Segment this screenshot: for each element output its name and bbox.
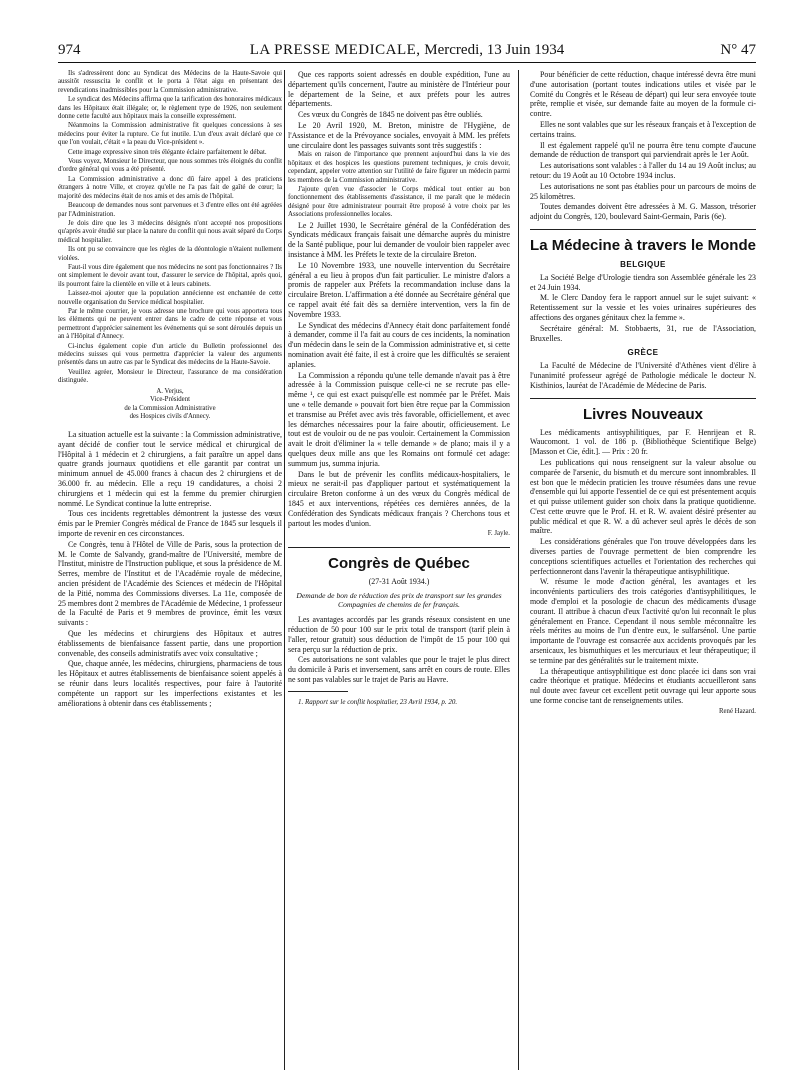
section-title-livres: Livres Nouveaux — [582, 405, 704, 423]
column-2 — [288, 70, 510, 707]
congres-subtitle: Demande de bon de réduction des prix de transport sur les grandes Compagnies de chemins de fer français. — [296, 590, 502, 609]
footnote-rule — [288, 691, 348, 692]
paragraph: La Société Belge d'Urologie tiendra son Assemblée générale les 23 et 24 Juin 1934. — [530, 272, 756, 292]
signature-line: des Hospices civils d'Annecy. — [129, 413, 211, 421]
paragraph: Faut-il vous dire également que nos médecins ne sont pas fonctionnaires ? Ils ont simplement le devoir avant tout, d'assurer le service de l'hôpital, après quoi, ils pourront faire la clientèle en ville et à leurs cabinets. — [58, 263, 282, 288]
paragraph: Le 10 Novembre 1933, une nouvelle intervention du Secrétaire général a eu lieu à propos d'un fait particulier. Le ministre d'alors a promis de rappeler aux Préfets la recommandation incluse dans la circulaire Breton. L'affirmation a été donnée au Secrétaire général que ce rappel avait été fait dès sa dernière intervention, vers la fin de Novembre 1933. — [288, 260, 510, 319]
paragraph: Que, chaque année, les médecins, chirurgiens, pharmaciens de tous les Hôpitaux et autres établissements de bienfaisance soient appelés à se réunir dans leurs localités respectives, pour faire à l'autorité compétente un rapport sur les imperfections existantes et les améliorations à obtenir dans ces établissements ; — [58, 659, 282, 708]
paragraph: Que ces rapports soient adressés en double expédition, l'une au département qu'ils concernent, l'autre au ministère de l'Intérieur pour le département de la Seine, et aux préfets pour les autres départements. — [288, 70, 510, 109]
paragraph: Laissez-moi ajouter que la population annécienne est enchantée de cette nouvelle organisation du Service médical hospitalier. — [58, 290, 282, 306]
signature-line: de la Commission Administrative — [124, 404, 216, 412]
quote-paragraph: J'ajoute qu'en vue d'associer le Corps médical tout entier au bon fonctionnement des établissements d'assistance, il me paraît que le médecin désigné pour être administrateur pourrait être proposé à votre choix par les Associations professionnelles locales. — [288, 186, 510, 219]
section-title-congres: Congrès de Québec — [328, 554, 470, 572]
paragraph: Tous ces incidents regrettables démontrent la justesse des vœux émis par le Premier Congrès médical de France de 1845 sur lesquels il importe de revenir en ces circonstances. — [58, 509, 282, 538]
page-header — [58, 40, 756, 64]
paragraph: Beaucoup de demandes nous sont parvenues et 3 d'entre elles ont été agréées par l'Administration. — [58, 202, 282, 218]
paragraph: Cette image expressive sinon très élégante éclaire parfaitement le débat. — [68, 148, 267, 156]
paragraph: Que les médecins et chirurgiens des Hôpitaux et autres établissements de bienfaisance fassent partie, dans une proportion convenable, des conseils administratifs avec voix consultative ; — [58, 628, 282, 658]
country-label-belgique: BELGIQUE — [620, 259, 666, 269]
reviewer-signature: René Hazard. — [719, 707, 756, 715]
paragraph: La Commission administrative a donc dû faire appel à des praticiens étrangers à notre Ville, et croyez qu'elle ne l'a pas fait de gaîté de cœur; la majorité des médecins était de nos amis et des amis de l'hôpital. — [58, 175, 282, 200]
paragraph: La Faculté de Médecine de l'Université d'Athènes vient d'élire à l'unanimité professeur agrégé de Pathologie médicale le docteur N. Kisthinios, lauréat de l'Académie de Médecine de Paris. — [530, 361, 756, 390]
paragraph: Ces vœux du Congrès de 1845 ne doivent pas être oubliés. — [298, 110, 483, 120]
paragraph: Les autorisations sont valables : à l'aller du 14 au 19 Août inclus; au retour: du 19 Août au 10 Octobre 1934 inclus. — [530, 161, 756, 180]
section-title-monde: La Médecine à travers le Monde — [530, 236, 756, 254]
paragraph: Les autorisations ne sont pas établies pour un parcours de moins de 25 kilomètres. — [530, 181, 756, 201]
page-number: 974 — [58, 42, 81, 58]
issue-date: Mercredi, 13 Juin 1934 — [424, 42, 565, 58]
paragraph: Le 2 Juillet 1930, le Secrétaire général de la Confédération des Syndicats médicaux français faisait une démarche auprès du ministre de la Santé publique, pour lui demander de vouloir bien rappeler avec insistance à MM. les Préfets le texte de la circulaire Breton. — [288, 220, 510, 260]
paragraph: Dans le but de prévenir les conflits médicaux-hospitaliers, le mieux ne serait-il pas d'appliquer partout et systématiquement la circulaire Breton conforme à un des vœux du Congrès médical de 1845 et aux interventions, répétées ces dernières années, de la Confédération des Syndicats médicaux français ? Cherchons tous et partout les modes d'union. — [288, 469, 510, 528]
paragraph: Ils s'adressèrent donc au Syndicat des Médecins de la Haute-Savoie qui aussitôt ressuscita le conflit et le porta à l'état aigu en présentant des revendications inadmissibles pour la Commission administrative. — [58, 70, 282, 94]
column-1 — [58, 70, 282, 709]
paragraph: Ces autorisations ne sont valables que pour le trajet le plus direct du domicile à Paris et inversement, sans arrêt en cours de route. Elles ne sont pas valables sur le trajet de Paris au Havre. — [288, 655, 510, 684]
book-reference: Les médicaments antisyphilitiques, par F. Henrijean et R. Waucomont. 1 vol. de 186 p. (Bibliothèque Scientifique Belge) [Masson et Cie, édit.]. — Prix : 20 fr. — [530, 427, 756, 457]
column-divider — [284, 70, 285, 1070]
header-title — [58, 42, 756, 59]
paragraph: Ils ont pu se convaincre que les règles de la déontologie n'étaient nullement violées. — [58, 246, 282, 262]
paragraph: Je dois dire que les 3 médecins désignés n'ont accepté nos propositions qu'après avoir étudié sur place la nature du conflit qui nous avait séparé du Corps médical hospitalier. — [58, 219, 282, 244]
column-divider — [518, 70, 519, 1070]
quote-paragraph: Mais en raison de l'importance que prennent aujourd'hui dans la vie des hôpitaux et des hospices les questions purement techniques, je crois devoir, cependant, appeler votre attention sur l'utilité de faire figurer un médecin parmi les membres de la Commission administrative. — [288, 151, 510, 184]
header-rule — [58, 62, 756, 63]
paragraph: Secrétaire général: M. Stobbaerts, 31, rue de l'Association, Bruxelles. — [530, 323, 756, 343]
paragraph: Les publications qui nous renseignent sur la valeur absolue ou comparée de l'arsenic, du bismuth et du mercure sont innombrables. Il est bon que le médecin praticien les trouve résumées dans une revue d'ensemble qui lui apporte l'essentiel de ce qui est présentement acquis et qui puisse utilement guider son choix dans la pratique quotidienne. C'est cette œuvre que le Prof. H. et R. W. avaient désiré présenter au public médical et que R. W. a dû achever seul après le décès de son maître. — [530, 457, 756, 536]
paragraph: Elles ne sont valables que sur les réseaux français et à l'exception de certains trains. — [530, 119, 756, 139]
circular-quote — [288, 151, 510, 219]
congres-dates: (27-31 Août 1934.) — [368, 576, 430, 586]
country-label-grece: GRÈCE — [627, 348, 659, 358]
paragraph: Par le même courrier, je vous adresse une brochure qui vous apportera tous les éléments qui ne peuvent entrer dans le cadre de cette réponse et vous permettront d'apprécier sainement les événements qui se sont déroulés depuis un an à l'Hôpital d'Annecy. — [58, 307, 282, 341]
paragraph: La situation actuelle est la suivante : la Commission administrative, ayant décidé de confier tout le service médical et chirurgical de l'Hôpital à 1 médecin et 2 chirurgiens, a fait paraître un appel dans quatre grands journaux quotidiens et elle garantit par contrat un minimum annuel de 45.000 francs à chacun des 2 chirurgiens et de 36.000 fr. au médecin. Elle a reçu 19 candidatures, a choisi 2 chirurgiens et 1 médecin qui est la femme du premier chirurgien nommé. Le Syndicat continue la lutte entreprise. — [58, 430, 282, 508]
letter-signature — [58, 388, 282, 422]
paragraph: Ci-inclus également copie d'un article du Bulletin professionnel des médecins suisses qui vous permettra d'apprécier la valeur des arguments présentés dans un autre cas par le Syndicat des médecins de la Haute-Savoie. — [58, 342, 282, 367]
paragraph: Pour bénéficier de cette réduction, chaque intéressé devra être muni d'une autorisation (portant toutes indications utiles et visée par le Comité du Congrès et le Réseau de départ) qui leur sera envoyée toute prête, remplie et visée, sur demande faite au moyen de la formule ci-contre. — [530, 70, 756, 119]
letter-body — [58, 70, 282, 386]
paragraph: La Commission a répondu qu'une telle demande n'avait pas à être adressée à la Commission puisque celle-ci ne se recrute pas elle-même ¹, ce qui est exact puisqu'elle est nommée par le Préfet. Mais une « telle demande » pouvait fort bien être reçue par la Commission et transmise au Préfet avec avis très favorable, officiellement, et avec les démarches nécessaires pour la faire aboutir, officieusement. Le tout est de vouloir ou de ne pas vouloir. Certainement la Commission avait le droit d'éliminer la « telle demande » de plano; mais il y a quelques deux mille ans que les Romains ont formulé cet adage: summum jus, summa injuria. — [288, 370, 510, 468]
signature-line: A. Verjus, — [156, 387, 184, 395]
paragraph: Le 20 Avril 1920, M. Breton, ministre de l'Hygiène, de l'Assistance et de la Prévoyance sociales, envoyait à MM. les préfets une circulaire dont les passages suivants sont très suggestifs : — [288, 120, 510, 150]
footnote: 1. Rapport sur le conflit hospitalier, 23 Avril 1934, p. 20. — [298, 697, 458, 706]
paragraph: La thérapeutique antisyphilitique est donc placée ici dans son vrai cadre théorique et pratique. Médecins et étudiants accueilleront sans nul doute avec faveur cet excellent petit ouvrage qui leur apporte sous une forme concise tant de renseignements utiles. — [530, 666, 756, 706]
issue-number: N° 47 — [720, 42, 756, 58]
paragraph: M. le Clerc Dandoy fera le rapport annuel sur le sujet suivant: « Retentissement sur la vessie et les voies urinaires supérieures des affections des organes génitaux chez la femme ». — [530, 293, 756, 322]
publication-name: LA PRESSE MEDICALE, — [249, 42, 421, 58]
section-rule — [530, 229, 756, 230]
paragraph: Les avantages accordés par les grands réseaux consistent en une réduction de 50 pour 100 sur le prix total de transport (tarif plein à l'aller, retour gratuit) sous déduction de l'impôt de 15 pour 100 qui sera perçu sur la réduction de prix. — [288, 615, 510, 654]
paragraph: Vous voyez, Monsieur le Directeur, que nous sommes très éloignés du conflit d'ordre général qui vous a été présenté. — [58, 158, 282, 174]
signature-line: Vice-Président — [150, 396, 190, 404]
section-rule — [288, 547, 510, 548]
paragraph: Ce Congrès, tenu à l'Hôtel de Ville de Paris, sous la protection de M. le Comte de Salvandy, grand-maître de l'Université, membre de l'Institut, ministre de l'Instruction publique, et sous la présidence de M. Serres, membre de l'Institut et de l'Académie royale de médecine, ancien président de l'Académie des Sciences et médecin de l'Hôpital de la Pitié, nomma des Commissions diverses. La 11e, composée de 25 membres dont 2 membres de l'Académie de Médecine, 1 professeur de la Faculté de Paris et 9 membres de province, émit les vœux suivants : — [58, 539, 282, 628]
paragraph: Le syndicat des Médecins affirma que la tarification des honoraires médicaux dans les Hôpitaux était illégale; or, le règlement type de 1926, non seulement donne cette faculté aux hôpitaux mais la conseille expressément. — [58, 96, 282, 121]
paragraph: Les considérations générales que l'on trouve développées dans les diverses parties de l'ouvrage permettent de bien comprendre les conceptions scientifiques actuelles et l'orientation des recherches qui perfectionneront dans l'avenir la thérapeutique antisyphilitique. — [530, 537, 756, 576]
paragraph: Néanmoins la Commission administrative fit quelques concessions à ses médecins pour éviter la rupture. Ce fut inutile. L'un d'eux avait déclaré que ce que l'on voulait, c'était « la peau du Vice-président ». — [58, 122, 282, 147]
paragraph: Le Syndicat des médecins d'Annecy était donc parfaitement fondé à demander, comme il l'a fait au cours de ces incidents, la nomination d'un médecin dans le sein de la Commission administrative et, si cette nomination avait été faite, il est à croire que les difficultés se seraient aplanies. — [288, 320, 510, 369]
paragraph: Il est également rappelé qu'il ne pourra être tenu compte d'aucune demande de réduction de transport qui parviendrait après le 1er Août. — [530, 140, 756, 160]
paragraph: Veuillez agréer, Monsieur le Directeur, l'assurance de ma considération distinguée. — [58, 368, 282, 385]
article-author: F. Jayle. — [487, 530, 510, 538]
column-3 — [530, 70, 756, 724]
section-rule — [530, 398, 756, 399]
paragraph: W. résume le mode d'action général, les avantages et les inconvénients particuliers des trois catégories d'antisyphilitiques, le mode d'emploi et la posologie de chacun des médicaments d'usage courant. Il attribue à chacun d'eux l'activité qu'on lui reconnaît le plus généralement en France. Cependant il nous semble méconnaître les réels mérites au moins de l'un d'entre eux, le sulfarsénol. Une partie importante de l'ouvrage est consacrée aux accidents provoqués par les arsenicaux, les bismuthiques et les mercuriaux et leur thérapeutique; il se termine par des généralités sur le traitement mixte. — [530, 577, 756, 665]
paragraph: Toutes demandes doivent être adressées à M. G. Masson, trésorier adjoint du Congrès, 120, boulevard Saint-Germain, Paris (6e). — [530, 202, 756, 222]
